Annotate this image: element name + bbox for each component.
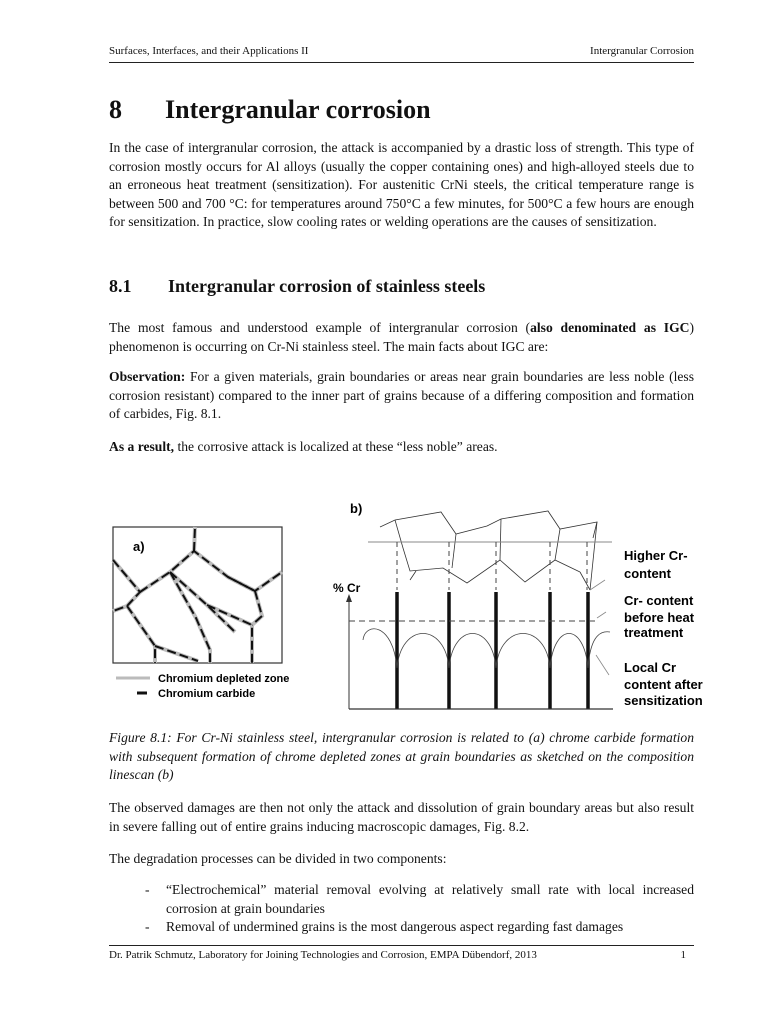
annotation-higher-cr: Higher Cr- [624,548,688,563]
figure-caption: Figure 8.1: For Cr-Ni stainless steel, intergranular corrosion is related to (a) chrome carbide formation with subsequent formation of chrome depleted zones at grain boundaries as sketched on the composition linescan (b) [109,730,694,782]
y-axis-label: % Cr [333,581,361,595]
footer-text: Dr. Patrik Schmutz, Laboratory for Joining Technologies and Corrosion, EMPA Dübendorf, 2013 [109,949,537,961]
list-item: - Removal of undermined grains is the most dangerous aspect regarding fast damages [145,919,624,934]
panel-b-label: b) [350,501,363,516]
panel-b-linescan [333,501,703,709]
footer-rule [109,945,694,946]
annotation-cr-before: Cr- content [624,593,694,608]
legend-chromium-carbide: Chromium carbide [158,688,256,700]
annotation-local-cr-3: sensitization [624,693,703,708]
paragraph-degradation: The degradation processes can be divided in two components: [109,851,447,866]
list-item: - “Electrochemical” material removal evolving at relatively small rate with local increased corrosion at grain boundaries [145,882,694,916]
header-left: Surfaces, Interfaces, and their Applications II [109,45,309,57]
annotation-local-cr-2: content after [624,677,703,692]
header-right: Intergranular Corrosion [590,45,694,57]
components-list [141,881,694,937]
section-heading: 8.1 Intergranular corrosion of stainless steels [109,276,486,296]
legend-depleted-zone: Chromium depleted zone [158,673,290,685]
panel-a-grain-structure [113,527,289,700]
intro-paragraph: In the case of intergranular corrosion, the attack is accompanied by a drastic loss of strength. This type of corrosion mostly occurs for Al alloys (usually the copper containing ones) and high-alloyed steels due to an erroneous heat treatment (sensitization). For austenitic CrNi steels, the critical temperature range is between 500 and 700 °C: for temperatures around 750°C a few minutes, for 500°C a few hours are enough for sensitization. In practice, slow cooling rates or welding operations are the causes of sensitization. [109,140,694,229]
paragraph-damages: The observed damages are then not only the attack and dissolution of grain boundary areas but also result in severe falling out of entire grains inducing macroscopic damages, Fig. 8.2. [109,800,694,834]
paragraph-observation: Observation: For a given materials, grain boundaries or areas near grain boundaries are less noble (less corrosion resistant) compared to the inner part of grains because of a differing composition and formation of carbides, Fig. 8.1. [109,369,694,421]
paragraph-igc: The most famous and understood example of intergranular corrosion (also denominated as IGC) phenomenon is occurring on Cr-Ni stainless steel. The main facts about IGC are: [109,320,695,354]
annotation-local-cr: Local Cr [624,660,677,675]
paragraph-result: As a result, the corrosive attack is localized at these “less noble” areas. [109,439,498,454]
annotation-higher-cr-2: content [624,566,671,581]
page-number: 1 [680,949,686,961]
panel-a-label: a) [133,539,145,554]
chapter-heading: 8 Intergranular corrosion [109,95,431,124]
annotation-cr-before-3: treatment [624,625,684,640]
annotation-cr-before-2: before heat [624,610,695,625]
